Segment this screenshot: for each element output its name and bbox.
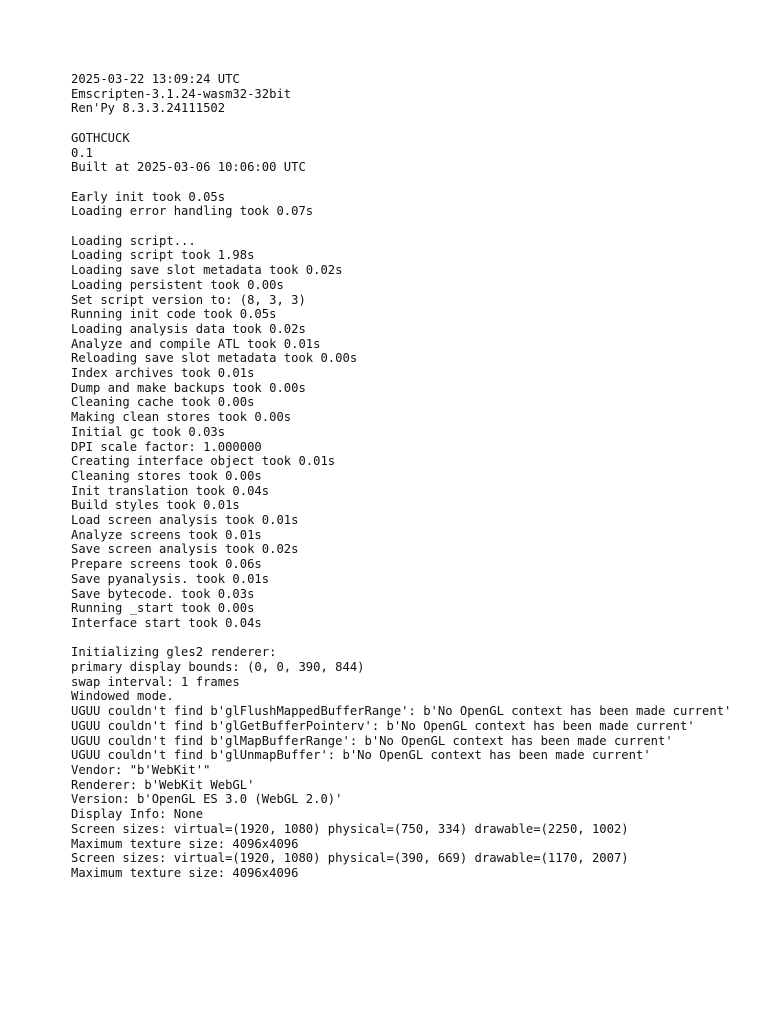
log-line: Loading save slot metadata took 0.02s: [71, 263, 343, 278]
log-line: Interface start took 0.04s: [71, 615, 262, 630]
log-line: Initial gc took 0.03s: [71, 424, 226, 439]
log-line: Set script version to: (8, 3, 3): [71, 292, 306, 307]
log-line: Running init code took 0.05s: [71, 307, 277, 322]
log-line: Loading persistent took 0.00s: [71, 277, 284, 292]
log-line: Creating interface object took 0.01s: [71, 454, 336, 469]
log-line: UGUU couldn't find b'glGetBufferPointerv': b'No OpenGL context has been made current': [71, 718, 695, 733]
log-line: Making clean stores took 0.00s: [71, 410, 292, 425]
log-line: Ren'Py 8.3.3.24111502: [71, 101, 226, 116]
log-line: Emscripten-3.1.24-wasm32-32bit: [71, 86, 292, 101]
log-line: Display Info: None: [71, 807, 204, 822]
log-line: Save pyanalysis. took 0.01s: [71, 571, 270, 586]
log-line: Build styles took 0.01s: [71, 498, 240, 513]
log-line: Built at 2025-03-06 10:06:00 UTC: [71, 160, 306, 175]
log-line: Early init took 0.05s: [71, 189, 226, 204]
log-line: Version: b'OpenGL ES 3.0 (WebGL 2.0)': [71, 792, 343, 807]
log-line: Loading analysis data took 0.02s: [71, 321, 306, 336]
log-line: Maximum texture size: 4096x4096: [71, 865, 299, 880]
log-line: Windowed mode.: [71, 689, 174, 704]
log-line: Loading script...: [71, 233, 196, 248]
log-line: Loading error handling took 0.07s: [71, 204, 314, 219]
log-line: Cleaning stores took 0.00s: [71, 468, 262, 483]
log-blank-line: [71, 116, 741, 131]
log-line: Init translation took 0.04s: [71, 483, 270, 498]
console-log: [71, 72, 741, 881]
log-line: Initializing gles2 renderer:: [71, 645, 277, 660]
log-line: Analyze screens took 0.01s: [71, 527, 262, 542]
log-blank-line: [71, 631, 741, 646]
log-line: Reloading save slot metadata took 0.00s: [71, 351, 358, 366]
log-line: GOTHCUCK: [71, 130, 130, 145]
log-line: Prepare screens took 0.06s: [71, 557, 262, 572]
log-line: Vendor: "b'WebKit'": [71, 762, 211, 777]
log-blank-line: [71, 219, 741, 234]
log-line: UGUU couldn't find b'glFlushMappedBufferRange': b'No OpenGL context has been made current': [71, 704, 732, 719]
log-line: UGUU couldn't find b'glUnmapBuffer': b'No OpenGL context has been made current': [71, 748, 651, 763]
log-blank-line: [71, 175, 741, 190]
log-line: Index archives took 0.01s: [71, 366, 255, 381]
log-line: 2025-03-22 13:09:24 UTC: [71, 72, 240, 86]
log-line: Loading script took 1.98s: [71, 248, 255, 263]
log-line: Running _start took 0.00s: [71, 601, 255, 616]
log-line: Screen sizes: virtual=(1920, 1080) physical=(750, 334) drawable=(2250, 1002): [71, 821, 629, 836]
log-line: Cleaning cache took 0.00s: [71, 395, 255, 410]
log-line: swap interval: 1 frames: [71, 674, 240, 689]
log-line: Load screen analysis took 0.01s: [71, 513, 299, 528]
log-line: Save screen analysis took 0.02s: [71, 542, 299, 557]
log-line: UGUU couldn't find b'glMapBufferRange': b'No OpenGL context has been made current': [71, 733, 673, 748]
log-line: Screen sizes: virtual=(1920, 1080) physical=(390, 669) drawable=(1170, 2007): [71, 851, 629, 866]
log-line: primary display bounds: (0, 0, 390, 844): [71, 660, 365, 675]
log-line: Dump and make backups took 0.00s: [71, 380, 306, 395]
log-line: Save bytecode. took 0.03s: [71, 586, 255, 601]
log-line: DPI scale factor: 1.000000: [71, 439, 262, 454]
log-line: Analyze and compile ATL took 0.01s: [71, 336, 321, 351]
log-line: Maximum texture size: 4096x4096: [71, 836, 299, 851]
log-line: 0.1: [71, 145, 94, 160]
log-line: Renderer: b'WebKit WebGL': [71, 777, 255, 792]
